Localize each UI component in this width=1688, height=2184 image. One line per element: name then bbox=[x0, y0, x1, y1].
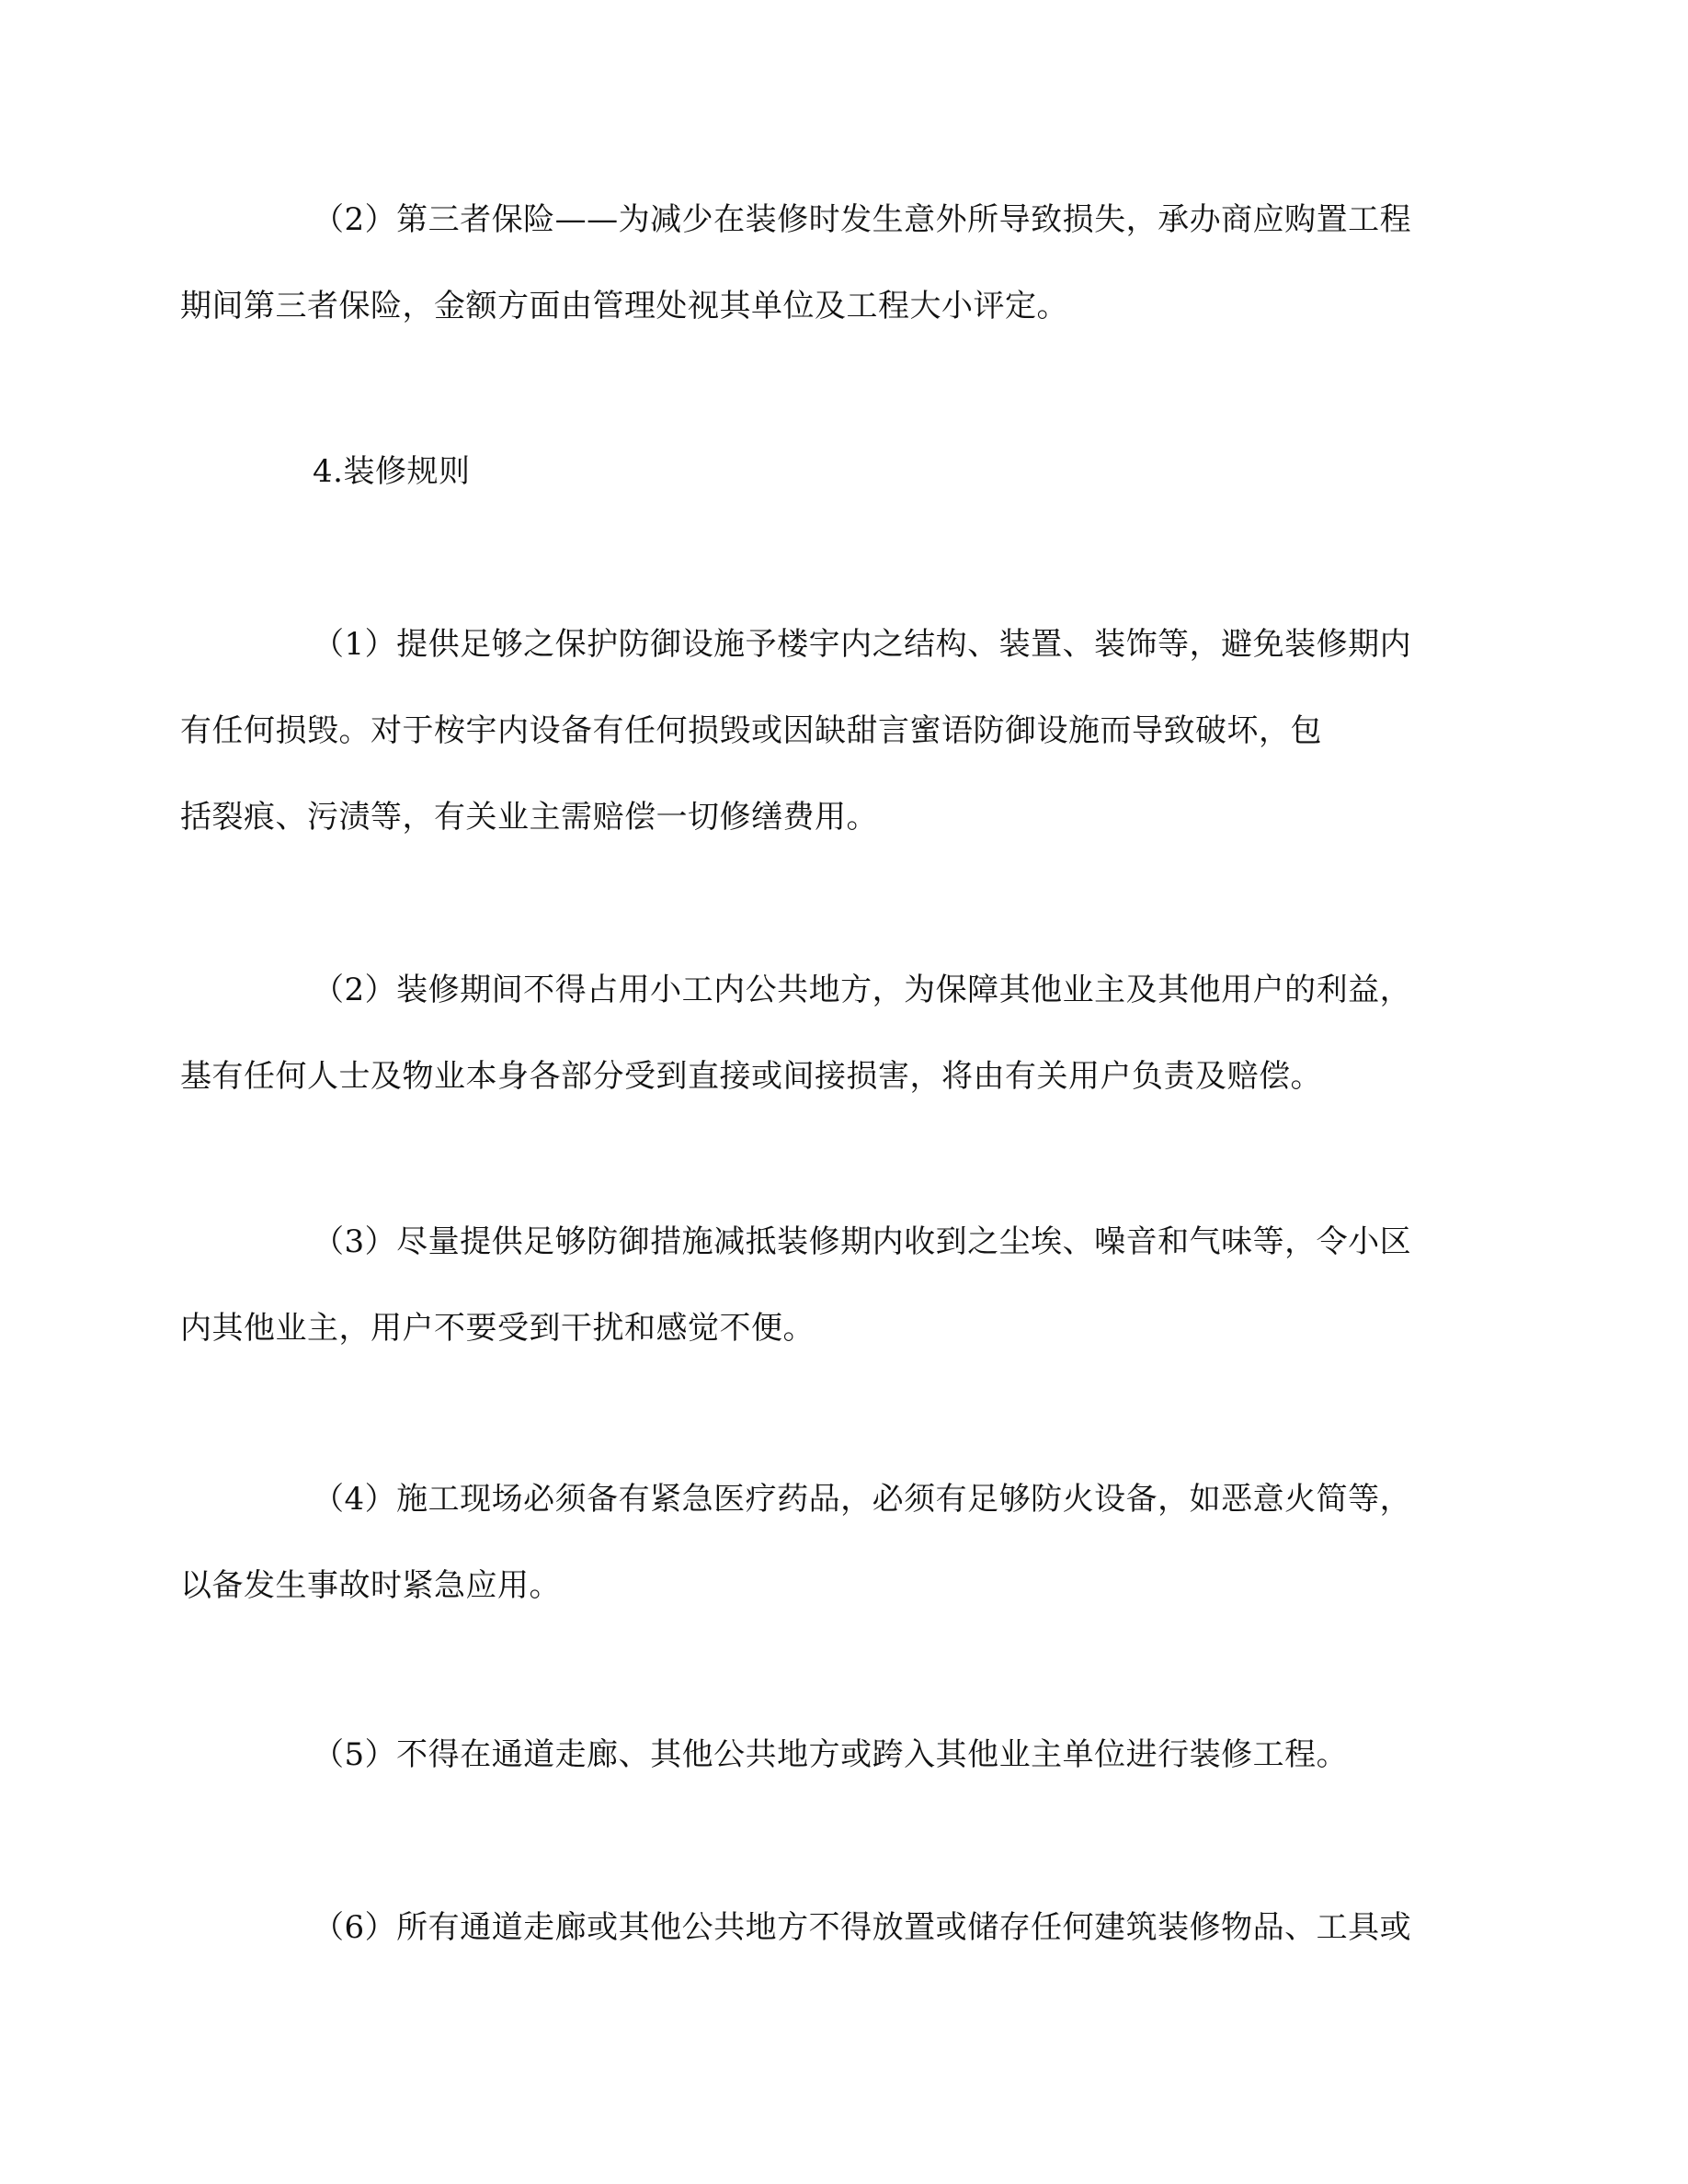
text-line: 期间第三者保险，金额方面由管理处视其单位及工程大小评定。 bbox=[180, 288, 1068, 324]
text-line: （1）提供足够之保护防御设施予楼宇内之结构、装置、装饰等，避免装修期内 bbox=[313, 626, 1412, 663]
text-line: （5）不得在通道走廊、其他公共地方或跨入其他业主单位进行装修工程。 bbox=[313, 1736, 1349, 1773]
rule-4 bbox=[180, 1456, 1442, 1629]
rule-6 bbox=[246, 1884, 1442, 1971]
text-line: 有任何损毁。对于桉宇内设备有任何损毁或因缺甜言蜜语防御设施而导致破坏，包 bbox=[180, 712, 1322, 749]
text-line: （6）所有通道走廊或其他公共地方不得放置或储存任何建筑装修物品、工具或 bbox=[313, 1909, 1412, 1946]
text-line: 基有任何人士及物业本身各部分受到直接或间接损害，将由有关用户负责及赔偿。 bbox=[180, 1058, 1322, 1095]
rule-3 bbox=[180, 1199, 1442, 1371]
text-line: 括裂痕、污渍等，有关业主需赔偿一切修缮费用。 bbox=[180, 799, 878, 836]
text-line: 以备发生事故时紧急应用。 bbox=[180, 1567, 561, 1604]
rule-1 bbox=[180, 601, 1442, 860]
rule-2 bbox=[180, 947, 1442, 1120]
text-line: （2）装修期间不得占用小工内公共地方，为保障其他业主及其他用户的利益， bbox=[313, 972, 1412, 1008]
text-line: （4）施工现场必须备有紧急医疗药品，必须有足够防火设备，如恶意火简等， bbox=[313, 1481, 1412, 1518]
section-heading: 4.装修规则 bbox=[313, 453, 471, 490]
text-line: （3）尽量提供足够防御措施减抵装修期内收到之尘埃、噪音和气味等，令小区 bbox=[313, 1223, 1412, 1260]
text-line: 内其他业主，用户不要受到干扰和感觉不便。 bbox=[180, 1310, 815, 1347]
text-line: （2）第三者保险——为减少在装修时发生意外所导致损失，承办商应购置工程 bbox=[313, 201, 1412, 238]
rule-5 bbox=[246, 1712, 1442, 1798]
paragraph-third-party-insurance bbox=[180, 176, 1442, 349]
